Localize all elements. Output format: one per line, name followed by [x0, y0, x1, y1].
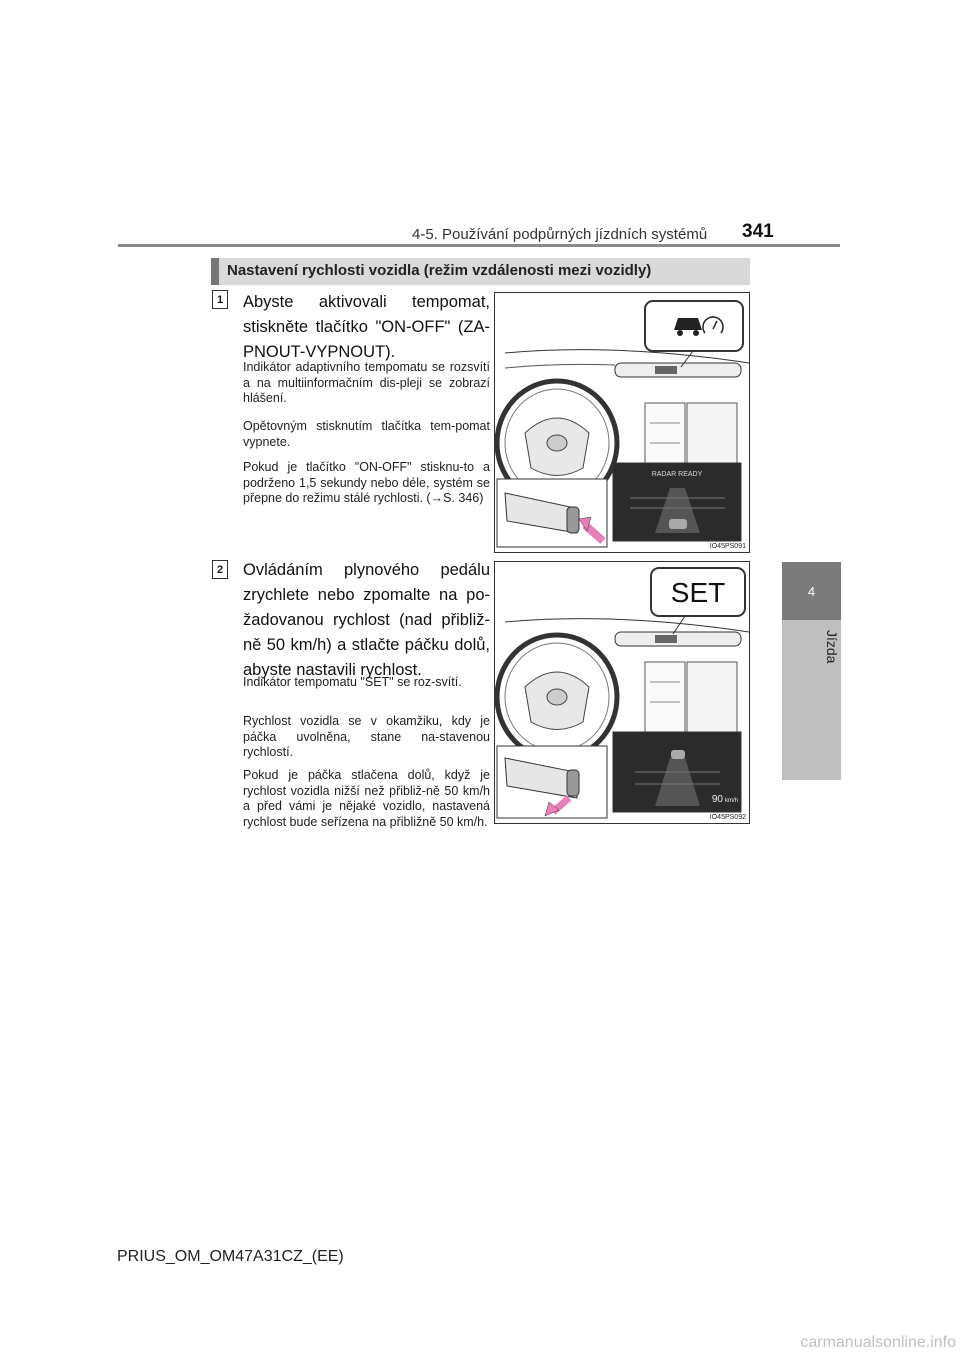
step-1-note-3: Pokud je tlačítko "ON-OFF" stisknu-to a podrženo 1,5 sekundy nebo déle, systém se přepne do režimu stálé rychlosti. (→S. 346) [243, 460, 490, 505]
dashboard-illustration-2 [495, 562, 749, 823]
speed-unit: km/h [724, 798, 738, 804]
page-number: 341 [742, 221, 774, 242]
watermark: carmanualsonline.info [800, 1334, 956, 1351]
header-rule [118, 244, 840, 247]
step-1-number: 1 [212, 290, 228, 309]
step-2-number: 2 [212, 560, 228, 579]
step-2-note-2: Rychlost vozidla se v okamžiku, kdy je páčka uvolněna, stane na-stavenou rychlostí. [243, 714, 490, 759]
speed-value: 90 [711, 794, 723, 805]
section-title: Nastavení rychlosti vozidla (režim vzdálenosti mezi vozidly) [227, 262, 652, 279]
set-callout-text: SET [670, 577, 726, 608]
step-1-note-2: Opětovným stisknutím tlačítka tem-pomat vypnete. [243, 419, 490, 449]
step-2-instruction: Ovládáním plynového pedálu zrychlete nebo zpomalte na po-žadovanou rychlost (nad přibliž-ně 50 km/h) a stlačte páčku dolů, abyste nastavili rychlost. [243, 561, 490, 679]
mid-display-text: RADAR READY [651, 471, 703, 478]
dashboard-illustration-1 [495, 293, 749, 552]
step-1-instruction: Abyste aktivovali tempomat, stiskněte tlačítko "ON-OFF" (ZA-PNOUT-VYPNOUT). [243, 293, 490, 361]
figure-cruise-activation [494, 292, 750, 553]
chapter-title: 4-5. Používání podpůrných jízdních systémů [412, 226, 708, 243]
figure-code: IO45PS092 [709, 814, 746, 821]
manual-code: PRIUS_OM_OM47A31CZ_(EE) [117, 1248, 344, 1265]
chapter-tab-number: 4 [782, 562, 841, 620]
step-2-note-3: Pokud je páčka stlačena dolů, když je rychlost vozidla nižší než přibliž-ně 50 km/h a před vámi je nějaké vozidlo, nastavená rychlost bude seřízena na přibližně 50 km/h. [243, 768, 490, 829]
section-heading [211, 258, 750, 285]
figure-code: IO45PS091 [709, 543, 746, 550]
step-2-note-1: Indikátor tempomatu "SET" se roz-svítí. [243, 675, 462, 689]
figure-set-speed [494, 561, 750, 824]
chapter-tab-label: Jízda [824, 630, 840, 664]
step-1-note-1: Indikátor adaptivního tempomatu se rozsvítí a na multiinformačním dis-pleji se zobrazí hlášení. [243, 360, 490, 405]
